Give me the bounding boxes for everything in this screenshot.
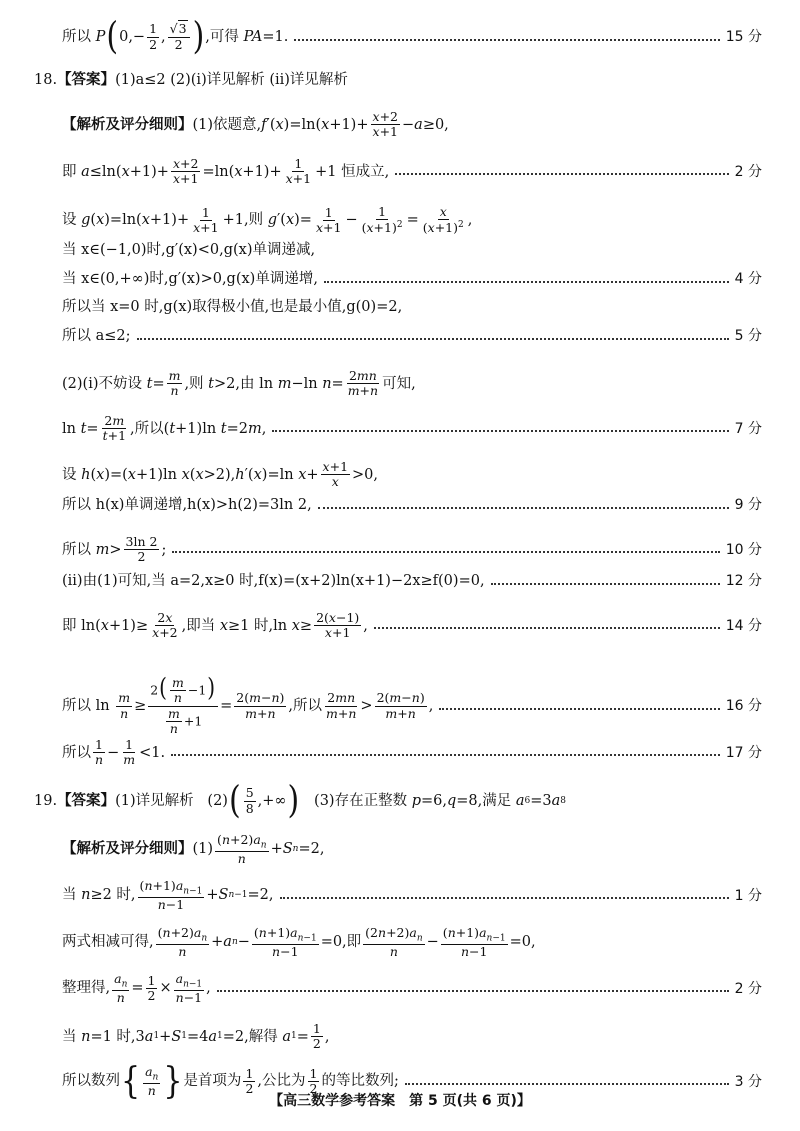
solution-line-14: (ii)由(1)可知,当 a=2,x≥0 时,f(x)=(x+2)ln(x+1)−2x≥f(0)=0, 12 分 xyxy=(62,573,762,590)
score-16: 16 分 xyxy=(725,698,762,715)
score-12: 12 分 xyxy=(725,573,762,590)
solution-line-10: ln t = $\frac{2m}{t+1}$ ,所以( t +1)ln t =2 m , 7 分 xyxy=(62,413,762,444)
solution-line-15: 即 ln( x +1)≥ $\frac{2x}{x+2}$ ,即当 x ≥1 时,ln x ≥ $\frac{2(x-1)}{x+1}$ , 14 分 xyxy=(62,610,762,641)
score-10: 10 分 xyxy=(725,541,762,558)
solution-line-6: 当 x∈(0,+∞)时,g′(x)>0,g(x)单调递增, 4 分 xyxy=(62,271,762,288)
analysis-label: 【解析及评分细则】 xyxy=(62,116,193,133)
score-17: 17 分 xyxy=(725,744,762,761)
solution-line-5: 当 x∈(−1,0)时,g′(x)<0,g(x)单调递减, xyxy=(62,242,316,258)
answer-label: 【答案】 xyxy=(57,72,116,88)
score-4: 4 分 xyxy=(734,271,762,288)
solution-line-22: 当 n =1 时,3 a 1 + S 1 =4 a 1 =2,解得 a 1 = $\frac{1}{2}$ , xyxy=(62,1021,330,1052)
solution-line-19: 当 n ≥2 时, $\frac{(n+1)a_{n-1}}{n-1}$ + S n−1 =2, 1 分 xyxy=(62,878,762,912)
solution-line-23: 所以数列 { $\frac{a_n}{n}$ } 是首项为 $\frac{1}{2}$ ,公比为 $\frac{1}{2}$ 的等比数列; 3 分 xyxy=(62,1060,762,1103)
q18-answer: (1)a≤2 (2)(i)详见解析 (ii)详见解析 xyxy=(115,72,348,88)
solution-line-9: (2)(i)不妨设 t = $\frac{m}{n}$ ,则 t >2,由 ln m −ln n = $\frac{2mn}{m+n}$ 可知, xyxy=(62,368,416,399)
page-footer: 【高三数学参考答案 第 5 页(共 6 页)】 xyxy=(269,1093,531,1109)
score-15: 15 分 xyxy=(725,29,762,45)
solution-line-2: 【解析及评分细则】 (1)依题意, f ′( x )=ln( x +1)+ $\frac{x+2}{x+1}$ − a ≥0, xyxy=(62,109,449,140)
solution-line-20: 两式相减可得, $\frac{(n+2)a_n}{n}$ + a n − $\frac{(n+1)a_{n-1}}{n-1}$ =0,即 $\frac{(2n+2)a_n}{n}$ − $\frac{(n+1)a_{n-1}}{n-1}$ =0, xyxy=(62,925,536,959)
solution-line-11: 设 h ( x )=( x +1)ln x ( x >2), h ′( x )=ln x + $\frac{x+1}{x}$ >0, xyxy=(62,459,379,490)
question-number-18: 18. xyxy=(34,72,58,88)
score-2: 2 分 xyxy=(734,163,762,180)
solution-line-18: 【解析及评分细则】 (1) $\frac{(n+2)a_n}{n}$ + S n =2, xyxy=(62,832,325,866)
score-2b: 2 分 xyxy=(734,980,762,997)
solution-line-17: 所以 $\frac{1}{n}$ − $\frac{1}{m}$ <1. 17 分 xyxy=(62,737,762,768)
solution-line-7: 所以当 x=0 时,g(x)取得极小值,也是最小值,g(0)=2, xyxy=(62,299,403,315)
solution-line-3: 即 a ≤ln( x +1)+ $\frac{x+2}{x+1}$ =ln( x +1)+ $\frac{1}{x+1}$ +1 恒成立, 2 分 xyxy=(62,156,762,187)
score-7: 7 分 xyxy=(734,420,762,437)
solution-line-13: 所以 m > $\frac{3\ln 2}{2}$ ; 10 分 xyxy=(62,534,762,565)
score-5: 5 分 xyxy=(734,328,762,345)
solution-line-16: 所以 ln $\frac{m}{n}$ ≥ 2( $\frac{m}{n}$ −1) $\frac{m}{n}$ +1 = $\frac{2(m-n)}{m+n}$ ,所以 $\frac{2mn}{m+n}$ > $\frac{2(m-n)}{m+n}$ , 16 分 xyxy=(62,672,762,737)
score-3: 3 分 xyxy=(734,1073,762,1090)
question-number-19: 19. xyxy=(34,792,58,809)
solution-line-21: 整理得, $\frac{a_n}{n}$ = $\frac{1}{2}$ × $\frac{a_{n-1}}{n-1}$ , 2 分 xyxy=(62,971,762,1005)
q19-answer-line: 19. 【答案】 (1)详见解析 (2) ( $\frac{5}{8}$ ,+∞ ) (3)存在正整数 p =6, q =8,满足 a 6 =3 a 8 xyxy=(34,778,567,823)
solution-line-8: 所以 a≤2; 5 分 xyxy=(62,328,762,345)
q18-answer-line xyxy=(0,73,800,88)
score-14: 14 分 xyxy=(725,617,762,634)
solution-line-1: 所以 P ( 0,− $\frac{1}{2}$ , $\frac{√3}{2}$ ) ,可得 PA =1. 15 分 xyxy=(62,14,762,59)
score-1: 1 分 xyxy=(734,887,762,904)
solution-line-12: 所以 h(x)单调递增,h(x)>h(2)=3ln 2, 9 分 xyxy=(62,497,762,514)
solution-line-4: 设 g ( x )=ln( x +1)+ $\frac{1}{x+1}$ +1,则 g ′( x )= $\frac{1}{x+1}$ − $\frac{1}{(x+1)^2}$ = $\frac{x}{(x+1)^2}$ , xyxy=(62,204,473,236)
score-9: 9 分 xyxy=(734,497,762,514)
